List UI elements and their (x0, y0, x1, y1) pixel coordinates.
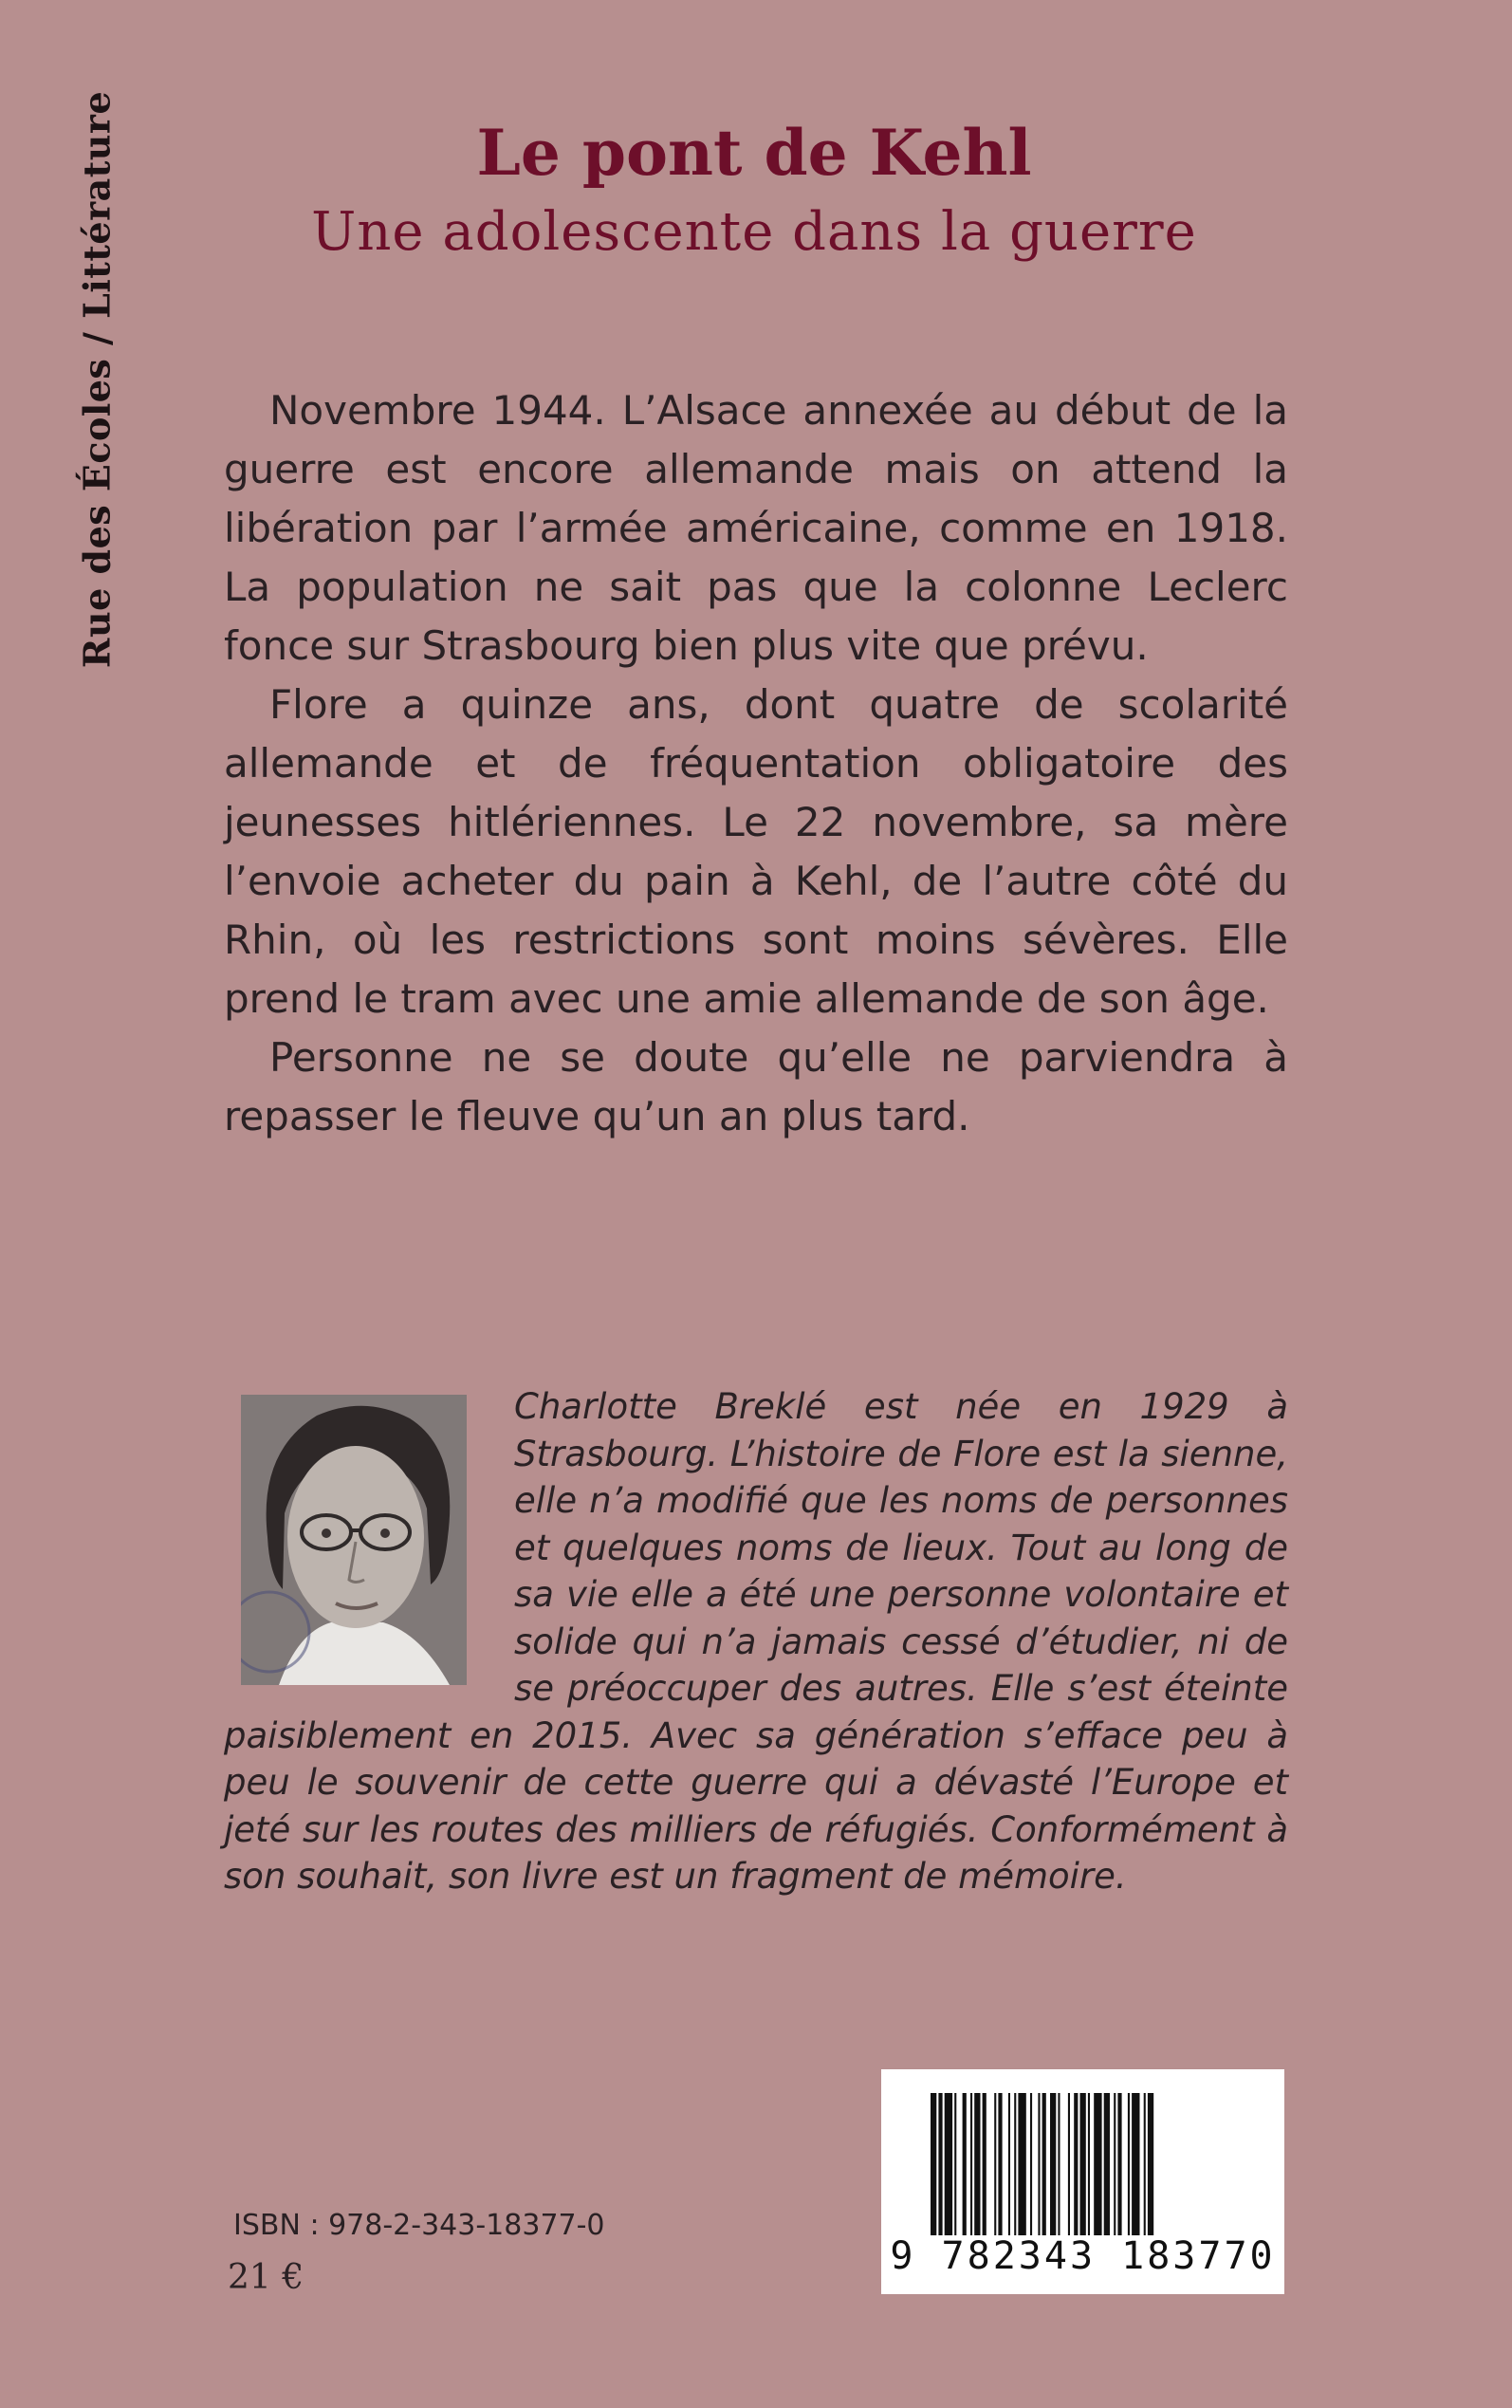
barcode-bar (1018, 2093, 1025, 2235)
barcode-bar (963, 2093, 967, 2235)
barcode-bar (945, 2093, 952, 2235)
barcode-bar (1080, 2093, 1086, 2235)
blurb-paragraph: Flore a quinze ans, dont quatre de scolarité allemande et de fréquentation obligatoire des jeunesses hitlériennes. Le 22 novembre, sa mère l’envoie acheter du pain à Kehl, de l’autre côté du Rhin, où les restrictions sont moins sévères. Elle prend le tram avec une amie allemande de son âge. (224, 681, 1288, 1022)
barcode-bar (931, 2093, 936, 2235)
series-label: Rue des Écoles / Littérature (75, 90, 119, 669)
blurb (224, 381, 1288, 1146)
blurb-paragraph: Personne ne se doute qu’elle ne parviendra à repasser le fleuve qu’un an plus tard. (224, 1034, 1288, 1139)
barcode (881, 2069, 1284, 2294)
barcode-bar (938, 2093, 942, 2235)
blurb-paragraph: Novembre 1944. L’Alsace annexée au début de la guerre est encore allemande mais on attend la libération par l’armée américaine, comme en 1918. La population ne sait pas que la colonne Leclerc fonce sur Strasbourg bien plus vite que prévu. (224, 387, 1288, 669)
barcode-bar (1132, 2093, 1139, 2235)
barcode-bar (983, 2093, 986, 2235)
book-subtitle: Une adolescente dans la guerre (311, 201, 1197, 263)
barcode-bar (1008, 2093, 1010, 2235)
author-bio-text: Charlotte Breklé est née en 1929 à Strasbourg. L’histoire de Flore est la sienne, elle n’a modifié que les noms de personnes et quelques noms de lieux. Tout au long de sa vie elle a été une personne volontaire et solide qui n’a jamais cessé d’étudier, ni de se préoccuper des autres. Elle s’est éteinte paisiblement en 2015. Avec sa génération s’efface peu à peu le souvenir de cette guerre qui a dévasté l’Europe et jeté sur les routes des milliers de réfugiés. Conformément à son souhait, son livre est un fragment de mémoire. (224, 1386, 1288, 1897)
isbn: ISBN : 978-2-343-18377-0 (233, 2209, 605, 2242)
barcode-bar (1030, 2093, 1032, 2235)
barcode-bar (1117, 2093, 1121, 2235)
barcode-bar (1038, 2093, 1040, 2235)
barcode-bars (881, 2069, 1284, 2240)
photo-space (224, 1383, 514, 1693)
barcode-bar (1058, 2093, 1060, 2235)
barcode-bar (1114, 2093, 1116, 2235)
barcode-bar (998, 2093, 1002, 2235)
barcode-bar (1148, 2093, 1153, 2235)
barcode-bar (1050, 2093, 1056, 2235)
barcode-bar (974, 2093, 980, 2235)
barcode-bar (1042, 2093, 1046, 2235)
barcode-bar (1068, 2093, 1070, 2235)
author-bio (224, 1383, 1288, 1900)
barcode-bar (1144, 2093, 1146, 2235)
barcode-bar (1088, 2093, 1090, 2235)
barcode-bar (1104, 2093, 1110, 2235)
barcode-bar (1094, 2093, 1101, 2235)
barcode-bar (1074, 2093, 1078, 2235)
barcode-bar (994, 2093, 996, 2235)
price: 21 € (228, 2258, 304, 2297)
barcode-bar (1128, 2093, 1130, 2235)
barcode-bar (954, 2093, 956, 2235)
book-title: Le pont de Kehl (476, 116, 1032, 190)
barcode-digits: 9 782343 183770 (890, 2234, 1276, 2278)
barcode-bar (970, 2093, 972, 2235)
barcode-bar (1014, 2093, 1016, 2235)
